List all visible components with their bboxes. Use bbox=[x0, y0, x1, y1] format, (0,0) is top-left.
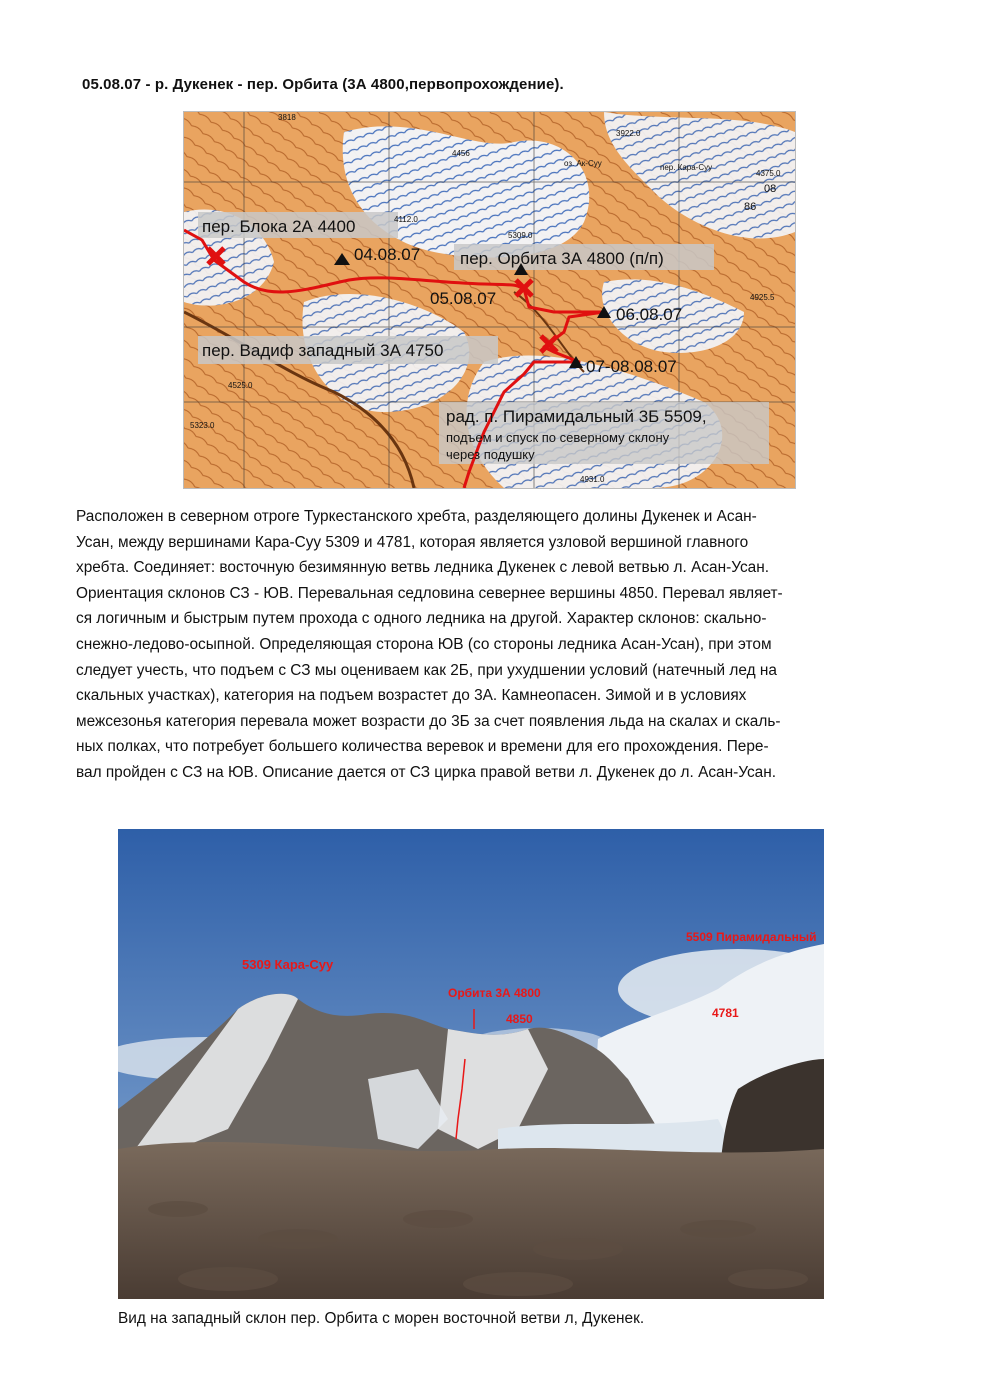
map-label-note-1: подъем и спуск по северному склону bbox=[446, 430, 670, 445]
paragraph-line: межсезонья категория перевала может возрасти до 3Б за счет появления льда на скалах и скаль- bbox=[76, 712, 781, 730]
paragraph-line: Расположен в северном отроге Туркестанского хребта, разделяющего долины Дукенек и Асан- bbox=[76, 508, 757, 525]
map-label-date-0508: 05.08.07 bbox=[430, 289, 497, 308]
map-height-3818: 3818 bbox=[278, 113, 296, 122]
map-height-4112: 4112.0 bbox=[394, 215, 418, 224]
paragraph-line: снежно-ледово-осыпной. Определяющая сторона ЮВ (со стороны ледника Асан-Усан), при этом bbox=[76, 635, 772, 653]
map-name-ak-suu: оз. Ак-Суу bbox=[564, 159, 602, 168]
map-label-date-0608: 06.08.07 bbox=[616, 305, 683, 324]
map-height-5309: 5309.0 bbox=[508, 231, 533, 240]
mountain-photo bbox=[118, 829, 824, 1299]
map-label-pyramid: рад. п. Пирамидальный 3Б 5509, bbox=[446, 407, 707, 426]
description-paragraph bbox=[76, 504, 902, 786]
photo-label-4850: 4850 bbox=[506, 1012, 533, 1026]
map-height-4456: 4456 bbox=[452, 149, 470, 158]
paragraph-line: хребта. Соединяет: восточную безимянную ветвь ледника Дукенек с левой ветвью л. Асан-Усан. bbox=[76, 559, 769, 577]
map-name-kara-suu: пер. Кара-Суу bbox=[660, 163, 713, 172]
paragraph-line: Ориентация склонов СЗ - ЮВ. Перевальная седловина севернее вершины 4850. Перевал являет- bbox=[76, 584, 783, 602]
photo-caption: Вид на западный склон пер. Орбита с морен восточной ветви л, Дукенек. bbox=[118, 1310, 645, 1327]
photo-label-4781: 4781 bbox=[712, 1006, 739, 1020]
map-label-date-0708: 07-08.08.07 bbox=[586, 357, 677, 376]
paragraph-line: вал пройден с СЗ на ЮВ. Описание дается от СЗ цирка правой ветви л. Дукенек до л. Асан-Усан. bbox=[76, 763, 777, 781]
map-height-5323: 5323.0 bbox=[190, 421, 215, 430]
map-grid-08: 08 bbox=[764, 183, 777, 195]
map-label-date-0408: 04.08.07 bbox=[354, 245, 421, 264]
photo-label-pyramid: 5509 Пирамидальный bbox=[686, 930, 817, 944]
map-grid-86: 86 bbox=[744, 201, 757, 213]
paragraph-line: Усан, между вершинами Кара-Суу 5309 и 4781, которая является узловой вершиной главного bbox=[76, 533, 749, 551]
map-label-orbita: пер. Орбита 3А 4800 (п/п) bbox=[460, 249, 664, 268]
map-height-4925: 4925.5 bbox=[750, 293, 775, 302]
paragraph-line: следует учесть, что подъем с СЗ мы оцениваем как 2Б, при ухудшении условий (натечный лед на bbox=[76, 661, 777, 679]
map-height-4375: 4375.0 bbox=[756, 169, 781, 178]
page-heading: 05.08.07 - р. Дукенек - пер. Орбита (3А 4800,первопрохождение). bbox=[82, 76, 564, 93]
paragraph-line: скальных участках), категория на подъем возрастет до 3А. Камнеопасен. Зимой и в условиях bbox=[76, 687, 747, 705]
photo-label-kara-suu: 5309 Кара-Суу bbox=[242, 957, 334, 972]
map-height-3922: 3922.0 bbox=[616, 129, 641, 138]
map-label-note-2: через подушку bbox=[446, 447, 535, 462]
photo-label-orbita: Орбита 3А 4800 bbox=[448, 986, 541, 1000]
map-height-4525: 4525.0 bbox=[228, 381, 253, 390]
map-label-bloka: пер. Блока 2А 4400 bbox=[202, 217, 356, 236]
map-height-4931: 4931.0 bbox=[580, 475, 605, 484]
paragraph-line: ных полках, что потребует большего количества веревок и времени для его прохождения. Пере- bbox=[76, 738, 769, 756]
paragraph-line: ся логичным и быстрым путем прохода с одного ледника на другой. Характер склонов: скально- bbox=[76, 610, 767, 628]
route-map bbox=[183, 111, 796, 489]
map-label-vadif: пер. Вадиф западный 3А 4750 bbox=[202, 341, 444, 360]
